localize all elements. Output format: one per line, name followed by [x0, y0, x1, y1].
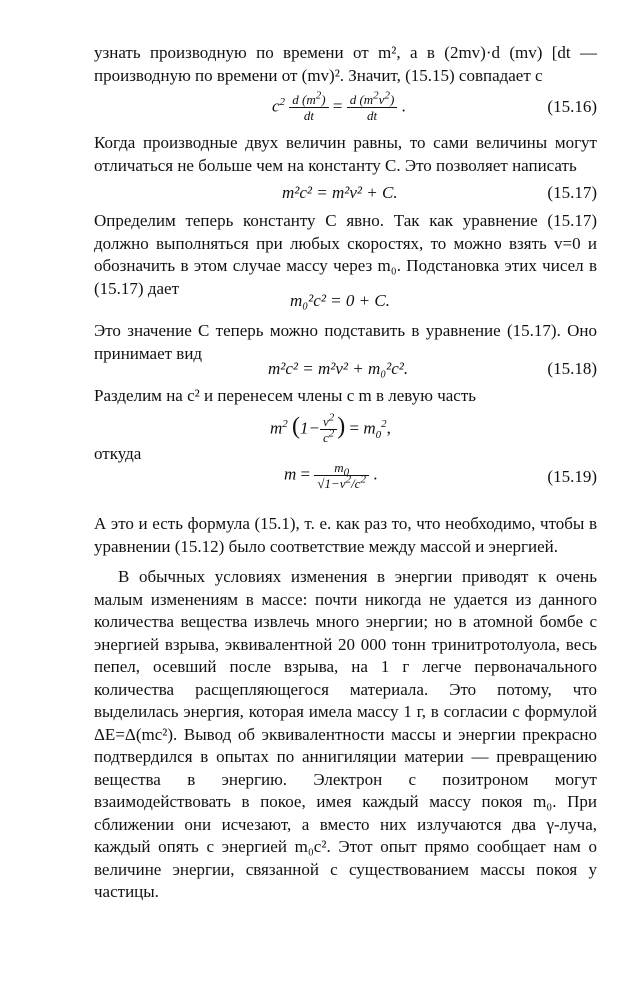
equation-15-19	[94, 460, 597, 496]
paragraph-3: Определим теперь константу C явно. Так как уравнение (15.17) должно выполняться при любых скоростях, то можно взять v=0 и обозначить в этом случае массу через m₀. Подстановка этих чисел в (15.17) дает	[94, 211, 597, 298]
paragraph-8: В обычных условиях изменения в энергии приводят к очень малым изменениям в массе: почти никогда не удается из данного количества вещества извлечь много энергии; но в атомной бомбе с энергией взрыва, эквивалентной 20 000 тонн тринитротолуола, весь пепел, осевший после взрыва, на 1 г легче первоначального количества расщепляющегося материала. Это потому, что выделилась энергия, которая имела массу 1 г, в согласии с формулой ΔE=Δ(mc²). Вывод об эквивалентности массы и энергии прекрасно подтвердился в опытах по аннигиляции материи — превращению вещества в энергию. Электрон с позитроном могут взаимодействовать в покое, имея каждый массу покоя m₀. При сближении они исчезают, а вместо них излучаются два γ-луча, каждый опять с энергией m₀c². Этот опыт прямо сообщает нам о величине энергии, связанной с существованием массы покоя у частицы.	[94, 567, 597, 901]
equation-number: (15.17)	[547, 183, 597, 202]
equation-constant	[94, 290, 597, 316]
equation-divided-formula: $m^2$ (1− $\frac{v^2}{c^2}$ ) = $m_0^2$,	[270, 411, 391, 445]
equation-number: (15.19)	[547, 467, 597, 486]
fraction-m0-sqrt: $\frac{m_0}{√1-v^2/c^2}$	[314, 460, 369, 491]
equation-15-17-formula: m²c² = m²v² + C.	[282, 183, 398, 202]
equation-15-18	[94, 358, 597, 384]
equation-15-16	[94, 89, 597, 123]
equation-15-16-formula: $c^2$ $\frac{d (m^2)}{dt}$ = $\frac{d (m^2v^2)}{dt}$ .	[272, 89, 406, 123]
fraction-dm2v2-dt: $\frac{d (m^2v^2)}{dt}$	[347, 92, 398, 123]
paragraph-6: откуда	[94, 444, 142, 463]
equation-number: (15.18)	[547, 359, 597, 378]
paragraph-2: Когда производные двух величин равны, то сами величины могут отличаться не больше чем на константу C. Это позволяет написать	[94, 133, 597, 175]
equation-15-18-formula: m²c² = m²v² + m₀²c².	[268, 359, 409, 378]
equation-number: (15.16)	[547, 97, 597, 116]
equation-constant-formula: m₀²c² = 0 + C.	[290, 291, 390, 310]
equation-15-19-formula: m = $\frac{m_0}{√1-v^2/c^2}$ .	[284, 460, 378, 491]
fraction-dm2-dt: $\frac{d (m^2)}{dt}$	[289, 92, 328, 123]
paragraph-1: узнать производную по времени от m², а в (2mv)·d (mv) [dt — производную по времени от (mv)². Значит, (15.15) совпадает с	[94, 43, 597, 85]
paragraph-5: Разделим на c² и перенесем члены с m в левую часть	[94, 386, 477, 405]
paragraph-7: А это и есть формула (15.1), т. е. как раз то, что необходимо, чтобы в уравнении (15.12) было соответствие между массой и энергией.	[94, 514, 597, 556]
fraction-v2-c2: $\frac{v^2}{c^2}$	[320, 414, 337, 445]
equation-15-17	[94, 182, 597, 208]
paragraph-4: Это значение C теперь можно подставить в уравнение (15.17). Оно принимает вид	[94, 321, 597, 363]
